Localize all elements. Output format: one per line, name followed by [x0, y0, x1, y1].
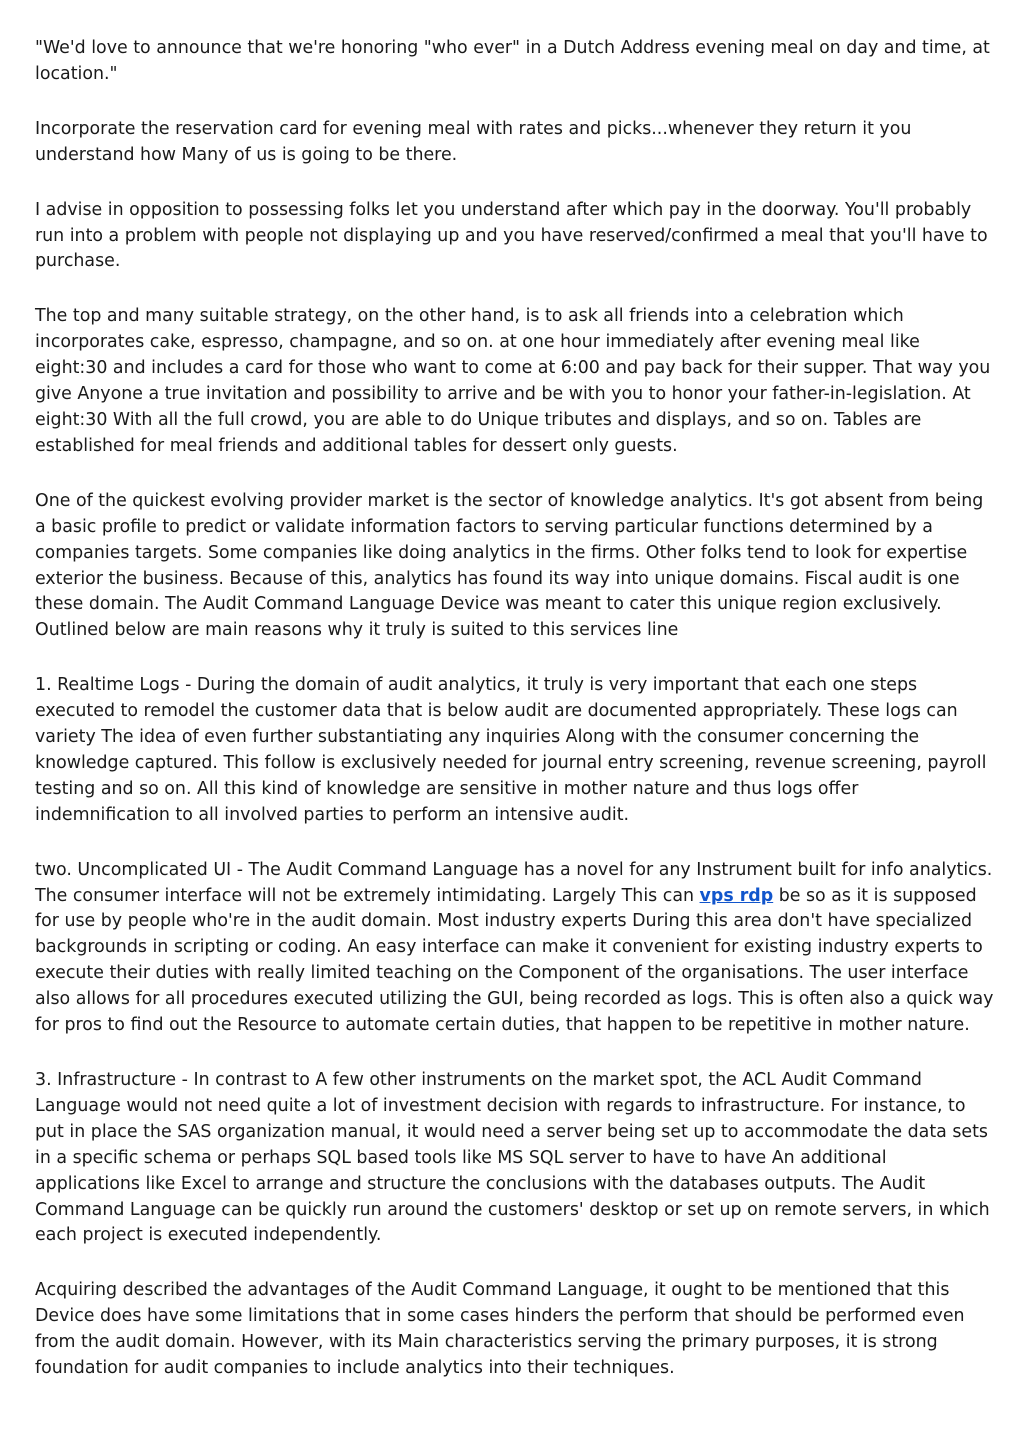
paragraph-realtime-logs: 1. Realtime Logs - During the domain of audit analytics, it truly is very important that each one steps executed to remodel the customer data that is below audit are documented appropriately. These logs can variety The idea of even further substantiating any inquiries Along with the consumer concerning the knowledge captured. This follow is exclusively needed for journal entry screening, revenue screening, payroll testing and so on. All this kind of knowledge are sensitive in mother nature and thus logs offer indemnification to all involved parties to perform an intensive audit.	[35, 675, 987, 825]
paragraph-reservation-card: Incorporate the reservation card for evening meal with rates and picks...whenever they return it you understand how Many of us is going to be there.	[35, 118, 912, 165]
paragraph-infrastructure: 3. Infrastructure - In contrast to A few other instruments on the market spot, the ACL Audit Command Language would not need quite a lot of investment decision with regards to infrastructure. For instance, to put in place the SAS organization manual, it would need a server being set up to accommodate the data sets in a specific schema or perhaps SQL based tools like MS SQL server to have to have An additional applications like Excel to arrange and structure the conclusions with the databases outputs. The Audit Command Language can be quickly run around the customers' desktop or set up on remote servers, in which each project is executed independently.	[35, 1070, 990, 1246]
document-body	[35, 36, 995, 1411]
paragraph-ui-text-before-link: two. Uncomplicated UI - The Audit Command Language has a novel for any Instrument built for info analytics. The consumer interface will not be extremely intimidating. Largely This can	[35, 859, 993, 906]
paragraph-strategy: The top and many suitable strategy, on the other hand, is to ask all friends into a celebration which incorporates cake, espresso, champagne, and so on. at one hour immediately after evening meal like eight:30 and includes a card for those who want to come at 6:00 and pay back for their supper. That way you give Anyone a true invitation and possibility to arrive and be with you to honor your father-in-legislation. At eight:30 With all the full crowd, you are able to do Unique tributes and displays, and so on. Tables are established for meal friends and additional tables for dessert only guests.	[35, 306, 991, 456]
paragraph-ui-text-after-link: be so as it is supposed for use by people who're in the audit domain. Most industry experts During this area don't have specialized backgrounds in scripting or coding. An easy interface can make it convenient for existing industry experts to execute their duties with really limited teaching on the Component of the organisations. The user interface also allows for all procedures executed utilizing the GUI, being recorded as logs. This is often also a quick way for pros to find out the Resource to automate certain duties, that happen to be repetitive in mother nature.	[35, 885, 994, 1036]
paragraph-announcement: "We'd love to announce that we're honoring "who ever" in a Dutch Address evening meal on day and time, at location."	[35, 38, 990, 84]
paragraph-advice: I advise in opposition to possessing folks let you understand after which pay in the doorway. You'll probably run into a problem with people not displaying up and you have reserved/confirmed a meal that you'll have to purchase.	[35, 199, 988, 272]
paragraph-analytics-intro: One of the quickest evolving provider market is the sector of knowledge analytics. It's got absent from being a basic profile to predict or validate information factors to serving particular functions determined by a companies targets. Some companies like doing analytics in the firms. Other folks tend to look for expertise exterior the business. Because of this, analytics has found its way into unique domains. Fiscal audit is one these domain. The Audit Command Language Device was meant to cater this unique region exclusively. Outlined below are main reasons why it truly is suited to this services line	[35, 490, 984, 641]
vps-rdp-link[interactable]: vps rdp	[699, 885, 774, 906]
paragraph-conclusion: Acquiring described the advantages of the Audit Command Language, it ought to be mentioned that this Device does have some limitations that in some cases hinders the perform that should be performed even from the audit domain. However, with its Main characteristics serving the primary purposes, it is strong foundation for audit companies to include analytics into their techniques.	[35, 1280, 965, 1379]
paragraph-uncomplicated-ui	[35, 858, 995, 1039]
